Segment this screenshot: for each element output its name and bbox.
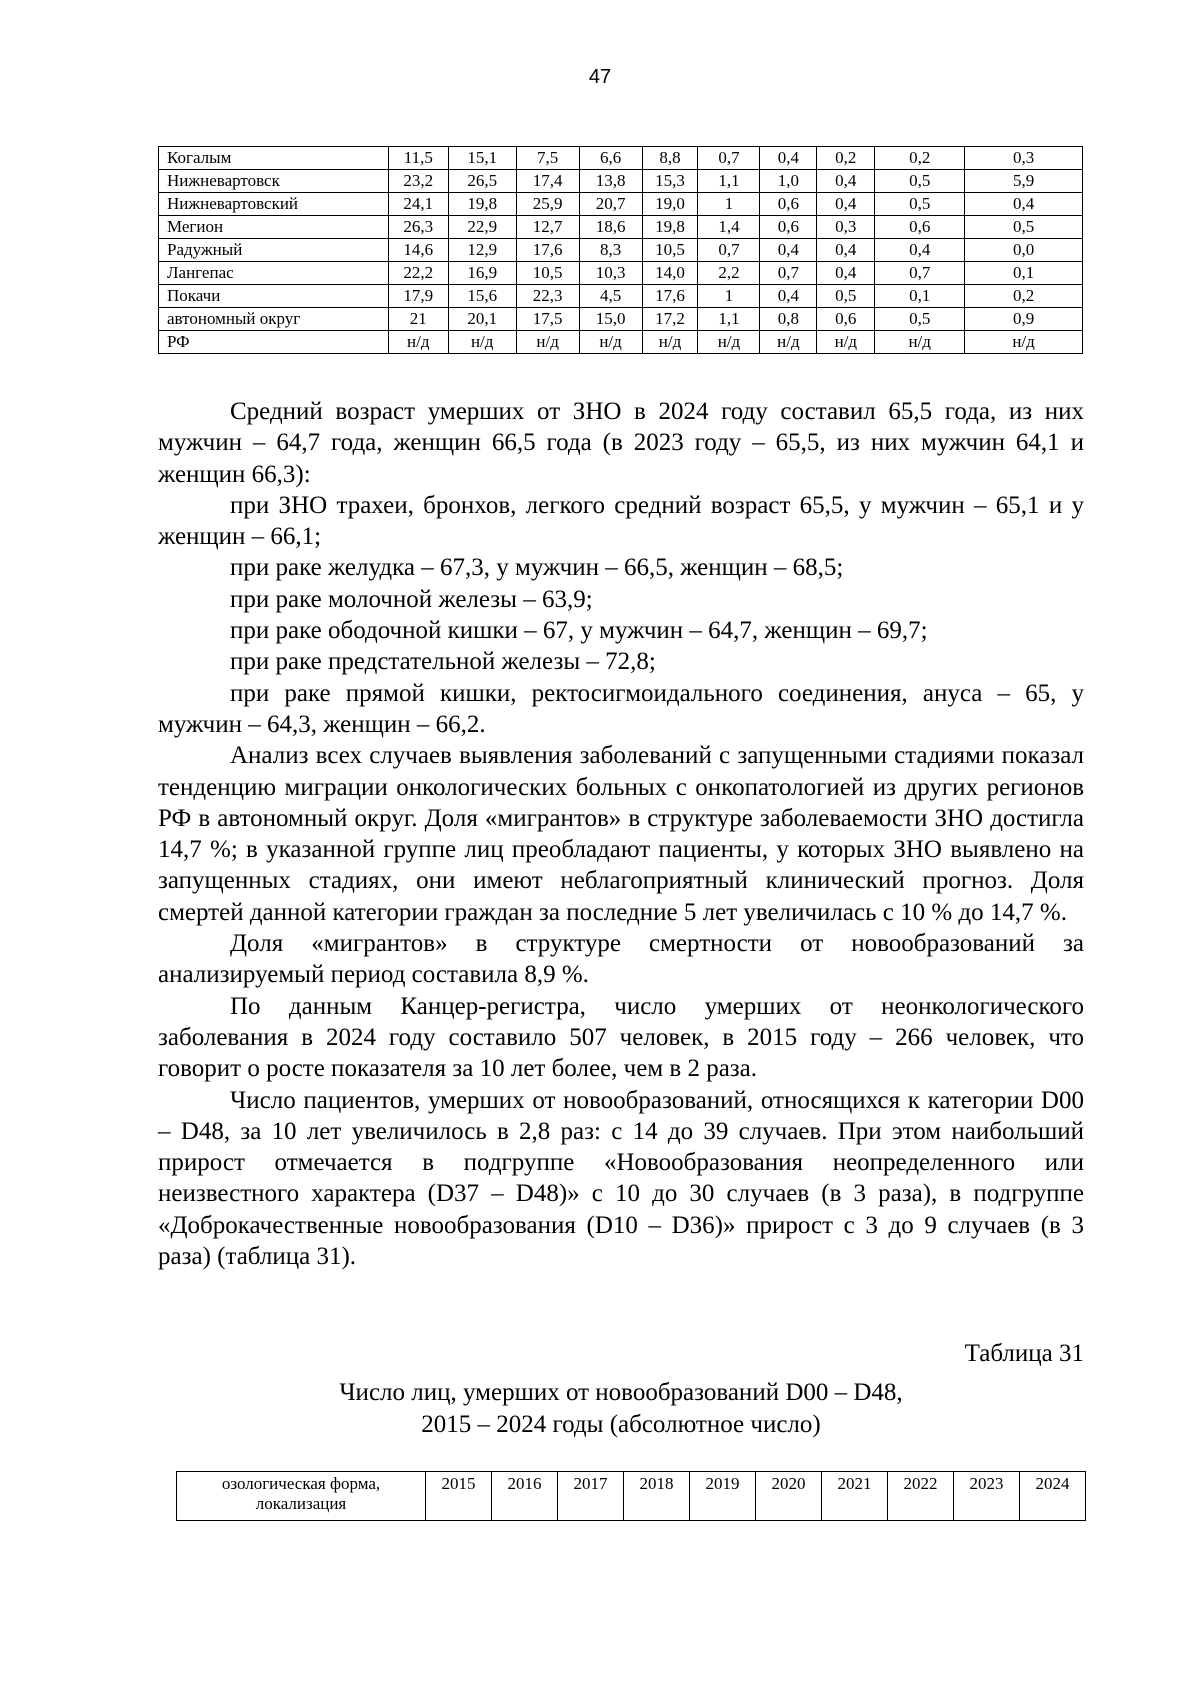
district-rates-table-body	[159, 147, 1083, 354]
table-cell: 11,5	[388, 147, 448, 170]
table-cell: 1	[698, 285, 760, 308]
table-cell: 20,7	[579, 193, 642, 216]
paragraph-rectum: при раке прямой кишки, ректосигмоидального соединения, ануса – 65, у мужчин – 64,3, женщин – 66,2.	[158, 679, 1084, 738]
table-cell: 16,9	[448, 262, 516, 285]
table-row	[159, 239, 1083, 262]
table-cell: 14,6	[388, 239, 448, 262]
table-row	[159, 147, 1083, 170]
table-cell: 22,2	[388, 262, 448, 285]
table-cell: 10,5	[642, 239, 698, 262]
paragraph-migration: Анализ всех случаев выявления заболеваний с запущенными стадиями показал тенденцию миграции онкологических больных с онкопатологией из других регионов РФ в автономный округ. Доля «мигрантов» в структуре заболеваемости ЗНО достигла 14,7 %; в указанной группе лиц преобладают пациенты, у которых ЗНО выявлено на запущенных стадиях, они имеют неблагоприятный клинический прогноз. Доля смертей данной категории граждан за последние 5 лет увеличилась с 10 % до 14,7 %.	[158, 742, 1084, 926]
year-header: 2019	[690, 1472, 756, 1521]
table-cell: 17,9	[388, 285, 448, 308]
paragraph-colon: при раке ободочной кишки – 67, у мужчин – 64,7, женщин – 69,7;	[230, 617, 928, 645]
table-cell: 17,4	[516, 170, 579, 193]
table-cell: н/д	[817, 331, 875, 354]
table-cell: 0,4	[817, 262, 875, 285]
table-cell: 23,2	[388, 170, 448, 193]
paragraph-mean-age: Средний возраст умерших от ЗНО в 2024 году составил 65,5 года, из них мужчин – 64,7 года, женщин 66,5 года (в 2023 году – 65,5, из них мужчин 64,1 и женщин 66,3):	[158, 398, 1084, 488]
table-cell: 0,4	[760, 285, 817, 308]
row-name: Мегион	[159, 216, 389, 239]
table-cell: 15,0	[579, 308, 642, 331]
table-row	[159, 285, 1083, 308]
year-header: 2015	[426, 1472, 492, 1521]
table-cell: 0,4	[875, 239, 965, 262]
table-cell: 0,7	[875, 262, 965, 285]
table-cell: 0,2	[817, 147, 875, 170]
table-cell: н/д	[875, 331, 965, 354]
table-cell: 0,1	[965, 262, 1083, 285]
body-text	[158, 396, 1084, 1272]
row-name: Когалым	[159, 147, 389, 170]
table-cell: 19,8	[642, 216, 698, 239]
table-cell: 4,5	[579, 285, 642, 308]
table-cell: 0,5	[965, 216, 1083, 239]
table-cell: 0,2	[875, 147, 965, 170]
table-cell: 0,4	[817, 170, 875, 193]
table-cell: 0,4	[760, 239, 817, 262]
year-header: 2016	[492, 1472, 558, 1521]
table-31-header-row	[177, 1472, 1086, 1521]
table-cell: 13,8	[579, 170, 642, 193]
paragraph-stomach: при раке желудка – 67,3, у мужчин – 66,5, женщин – 68,5;	[230, 554, 844, 582]
table-cell: 8,3	[579, 239, 642, 262]
table-cell: 0,4	[760, 147, 817, 170]
table-cell: 0,0	[965, 239, 1083, 262]
table-cell: 0,1	[875, 285, 965, 308]
table-31-label: Таблица 31	[964, 1340, 1084, 1367]
table-cell: н/д	[579, 331, 642, 354]
table-cell: 1,1	[698, 308, 760, 331]
table-row	[159, 193, 1083, 216]
table-cell: 0,7	[698, 239, 760, 262]
table-cell: 6,6	[579, 147, 642, 170]
table-cell: н/д	[642, 331, 698, 354]
year-header: 2018	[624, 1472, 690, 1521]
paragraph-prostate: при раке предстательной железы – 72,8;	[230, 648, 656, 676]
table-cell: 0,7	[698, 147, 760, 170]
table-cell: 0,3	[965, 147, 1083, 170]
table-cell: 7,5	[516, 147, 579, 170]
paragraph-cancer-register: По данным Канцер-регистра, число умерших от неонкологического заболевания в 2024 году составило 507 человек, в 2015 году – 266 человек, что говорит о росте показателя за 10 лет более, чем в 2 раза.	[158, 992, 1084, 1083]
table-cell: 1,0	[760, 170, 817, 193]
row-name: автономный округ	[159, 308, 389, 331]
year-header: 2021	[822, 1472, 888, 1521]
table-cell: 25,9	[516, 193, 579, 216]
table-row	[159, 331, 1083, 354]
table-cell: 10,5	[516, 262, 579, 285]
page-number: 47	[588, 66, 612, 88]
year-header: 2020	[756, 1472, 822, 1521]
table-cell: н/д	[965, 331, 1083, 354]
table-cell: 0,4	[965, 193, 1083, 216]
table-cell: 0,5	[875, 193, 965, 216]
year-header: 2024	[1020, 1472, 1086, 1521]
table-cell: 20,1	[448, 308, 516, 331]
paragraph-migrant-share: Доля «мигрантов» в структуре смертности от новообразований за анализируемый период составила 8,9 %.	[158, 930, 1084, 989]
table-cell: 15,6	[448, 285, 516, 308]
table-cell: 14,0	[642, 262, 698, 285]
row-name: Лангепас	[159, 262, 389, 285]
table-cell: 24,1	[388, 193, 448, 216]
table-cell: 10,3	[579, 262, 642, 285]
table-cell: 0,4	[817, 239, 875, 262]
table-row	[159, 308, 1083, 331]
table-cell: н/д	[388, 331, 448, 354]
table-cell: 5,9	[965, 170, 1083, 193]
row-name: Покачи	[159, 285, 389, 308]
table-cell: 19,8	[448, 193, 516, 216]
district-rates-table	[158, 146, 1083, 354]
table-cell: 15,1	[448, 147, 516, 170]
table-cell: 17,2	[642, 308, 698, 331]
table-cell: 0,6	[760, 216, 817, 239]
paragraph-breast: при раке молочной железы – 63,9;	[230, 585, 593, 613]
year-header: 2023	[954, 1472, 1020, 1521]
table-cell: 12,7	[516, 216, 579, 239]
table-cell: 0,3	[817, 216, 875, 239]
table-cell: 17,5	[516, 308, 579, 331]
table-row	[159, 216, 1083, 239]
table-cell: 1,1	[698, 170, 760, 193]
table-cell: н/д	[448, 331, 516, 354]
table-cell: 0,6	[760, 193, 817, 216]
table-31	[176, 1471, 1086, 1521]
table-cell: 0,5	[817, 285, 875, 308]
year-header: 2022	[888, 1472, 954, 1521]
table-cell: 0,4	[817, 193, 875, 216]
table-cell: н/д	[698, 331, 760, 354]
paragraph-lung: при ЗНО трахеи, бронхов, легкого средний возраст 65,5, у мужчин – 65,1 и у женщин – 66,1;	[158, 491, 1084, 551]
table-cell: 12,9	[448, 239, 516, 262]
table-cell: 21	[388, 308, 448, 331]
table-cell: 1,4	[698, 216, 760, 239]
table-cell: 8,8	[642, 147, 698, 170]
row-name: РФ	[159, 331, 389, 354]
row-name: Нижневартовск	[159, 170, 389, 193]
table-cell: 0,5	[875, 308, 965, 331]
table-cell: 22,9	[448, 216, 516, 239]
table-31-header-name: озологическая форма, локализация	[177, 1472, 426, 1521]
table-cell: 0,8	[760, 308, 817, 331]
table-row	[159, 262, 1083, 285]
table-cell: 22,3	[516, 285, 579, 308]
table-cell: 15,3	[642, 170, 698, 193]
table-31-caption-line-1: Число лиц, умерших от новообразований D00 – D48,	[339, 1379, 903, 1406]
table-cell: 17,6	[642, 285, 698, 308]
table-31-caption	[158, 1377, 1084, 1441]
table-31-caption-line-2: 2015 – 2024 годы (абсолютное число)	[421, 1411, 821, 1438]
table-cell: 0,2	[965, 285, 1083, 308]
table-cell: 0,9	[965, 308, 1083, 331]
table-cell: 18,6	[579, 216, 642, 239]
table-cell: 0,5	[875, 170, 965, 193]
table-cell: 2,2	[698, 262, 760, 285]
table-cell: 19,0	[642, 193, 698, 216]
table-cell: 17,6	[516, 239, 579, 262]
table-cell: 0,6	[817, 308, 875, 331]
year-header: 2017	[558, 1472, 624, 1521]
table-cell: 26,3	[388, 216, 448, 239]
table-cell: н/д	[516, 331, 579, 354]
row-name: Радужный	[159, 239, 389, 262]
table-cell: 0,6	[875, 216, 965, 239]
row-name: Нижневартовский	[159, 193, 389, 216]
table-cell: 26,5	[448, 170, 516, 193]
table-cell: 0,7	[760, 262, 817, 285]
table-cell: 1	[698, 193, 760, 216]
table-row	[159, 170, 1083, 193]
paragraph-d00-d48: Число пациентов, умерших от новообразований, относящихся к категории D00 – D48, за 10 лет увеличилось в 2,8 раз: с 14 до 39 случаев. При этом наибольший прирост отмечается в подгруппе «Новообразования неопределенного или неизвестного характера (D37 – D48)» с 10 до 30 случаев (в 3 раза), в подгруппе «Доброкачественные новообразования (D10 – D36)» прирост с 3 до 9 случаев (в 3 раза) (таблица 31).	[158, 1086, 1084, 1271]
table-cell: н/д	[760, 331, 817, 354]
